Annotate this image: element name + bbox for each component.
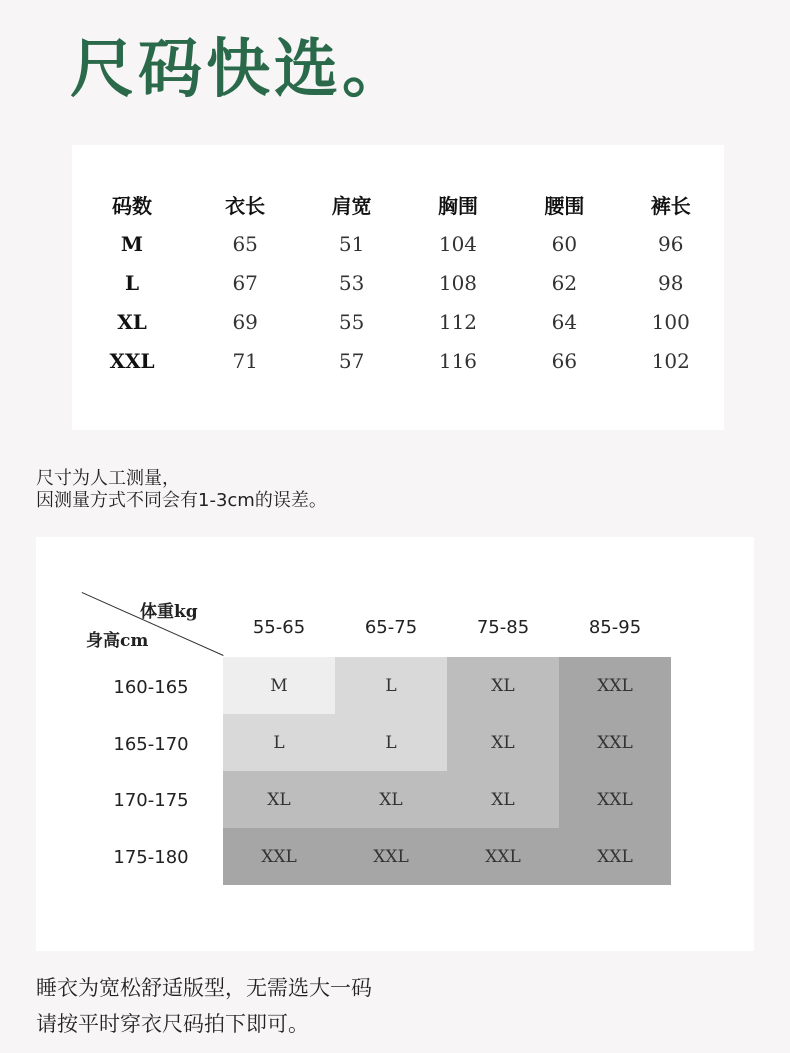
table-cell: 71 (232, 348, 258, 373)
grid-cell: XL (447, 657, 559, 714)
page-title: 尺码快选。 (70, 33, 410, 107)
size-chart-card (72, 145, 724, 430)
grid-cell: XXL (559, 771, 671, 828)
weight-range-header: 55-65 (252, 617, 306, 638)
table-cell: 66 (551, 348, 578, 373)
height-range-label: 165-170 (113, 734, 189, 755)
grid-cell: XL (447, 771, 559, 828)
grid-cell: L (335, 657, 447, 714)
table-cell: 116 (438, 348, 478, 373)
grid-cell: XL (335, 771, 447, 828)
table-cell: 112 (438, 309, 478, 334)
table-cell: 60 (551, 231, 578, 256)
table-cell: XL (117, 309, 147, 334)
table-cell: XXL (109, 348, 155, 373)
grid-cell: L (223, 714, 335, 771)
table-cell: 65 (232, 231, 258, 256)
header-length: 衣长 (225, 194, 266, 218)
header-shoulder: 肩宽 (331, 194, 372, 218)
size-recommend-card (36, 537, 754, 951)
grid-cell: M (223, 657, 335, 714)
header-chest: 胸围 (437, 194, 478, 218)
table-cell: 53 (338, 270, 365, 295)
measurement-note-line2: 因测量方式不同会有1-3cm的误差。 (36, 490, 327, 511)
weight-range-header: 85-95 (588, 617, 642, 638)
table-cell: L (124, 270, 140, 295)
fit-note (36, 970, 372, 1042)
table-row (72, 263, 724, 302)
header-pants-length: 裤长 (650, 194, 691, 218)
weight-axis-label: 体重kg (140, 602, 198, 622)
height-range-label: 175-180 (113, 847, 189, 868)
height-range-label: 170-175 (113, 790, 189, 811)
height-axis-label: 身高cm (86, 631, 149, 651)
fit-note-line1: 睡衣为宽松舒适版型，无需选大一码 (36, 976, 372, 1000)
table-cell: 62 (551, 270, 578, 295)
table-row (72, 224, 724, 263)
table-header-row (72, 185, 724, 224)
table-cell: 102 (651, 348, 690, 373)
weight-range-header: 75-85 (476, 617, 530, 638)
table-cell: 96 (658, 231, 684, 256)
measurement-note-line1: 尺寸为人工测量， (36, 468, 180, 489)
table-cell: 108 (438, 270, 478, 295)
table-cell: 67 (232, 270, 258, 295)
table-row (72, 341, 724, 380)
table-cell: M (120, 231, 144, 256)
grid-cell: XXL (335, 828, 447, 885)
height-range-label: 160-165 (113, 677, 189, 698)
header-size: 码数 (111, 194, 152, 218)
table-row (72, 302, 724, 341)
table-cell: 51 (338, 231, 365, 256)
table-cell: 104 (438, 231, 478, 256)
grid-cell: XL (223, 771, 335, 828)
grid-cell: XXL (559, 828, 671, 885)
table-cell: 100 (651, 309, 690, 334)
header-waist: 腰围 (544, 194, 585, 218)
table-cell: 98 (658, 270, 684, 295)
table-cell: 55 (338, 309, 365, 334)
grid-cell: XXL (559, 714, 671, 771)
grid-cell: XXL (559, 657, 671, 714)
measurement-note (36, 468, 327, 512)
table-cell: 69 (232, 309, 258, 334)
size-chart-table (72, 185, 724, 380)
grid-cell: XXL (447, 828, 559, 885)
grid-cell: L (335, 714, 447, 771)
table-cell: 57 (338, 348, 365, 373)
table-cell: 64 (551, 309, 578, 334)
fit-note-line2: 请按平时穿衣尺码拍下即可。 (36, 1012, 309, 1036)
grid-cell: XXL (223, 828, 335, 885)
weight-range-header: 65-75 (364, 617, 418, 638)
grid-cell: XL (447, 714, 559, 771)
